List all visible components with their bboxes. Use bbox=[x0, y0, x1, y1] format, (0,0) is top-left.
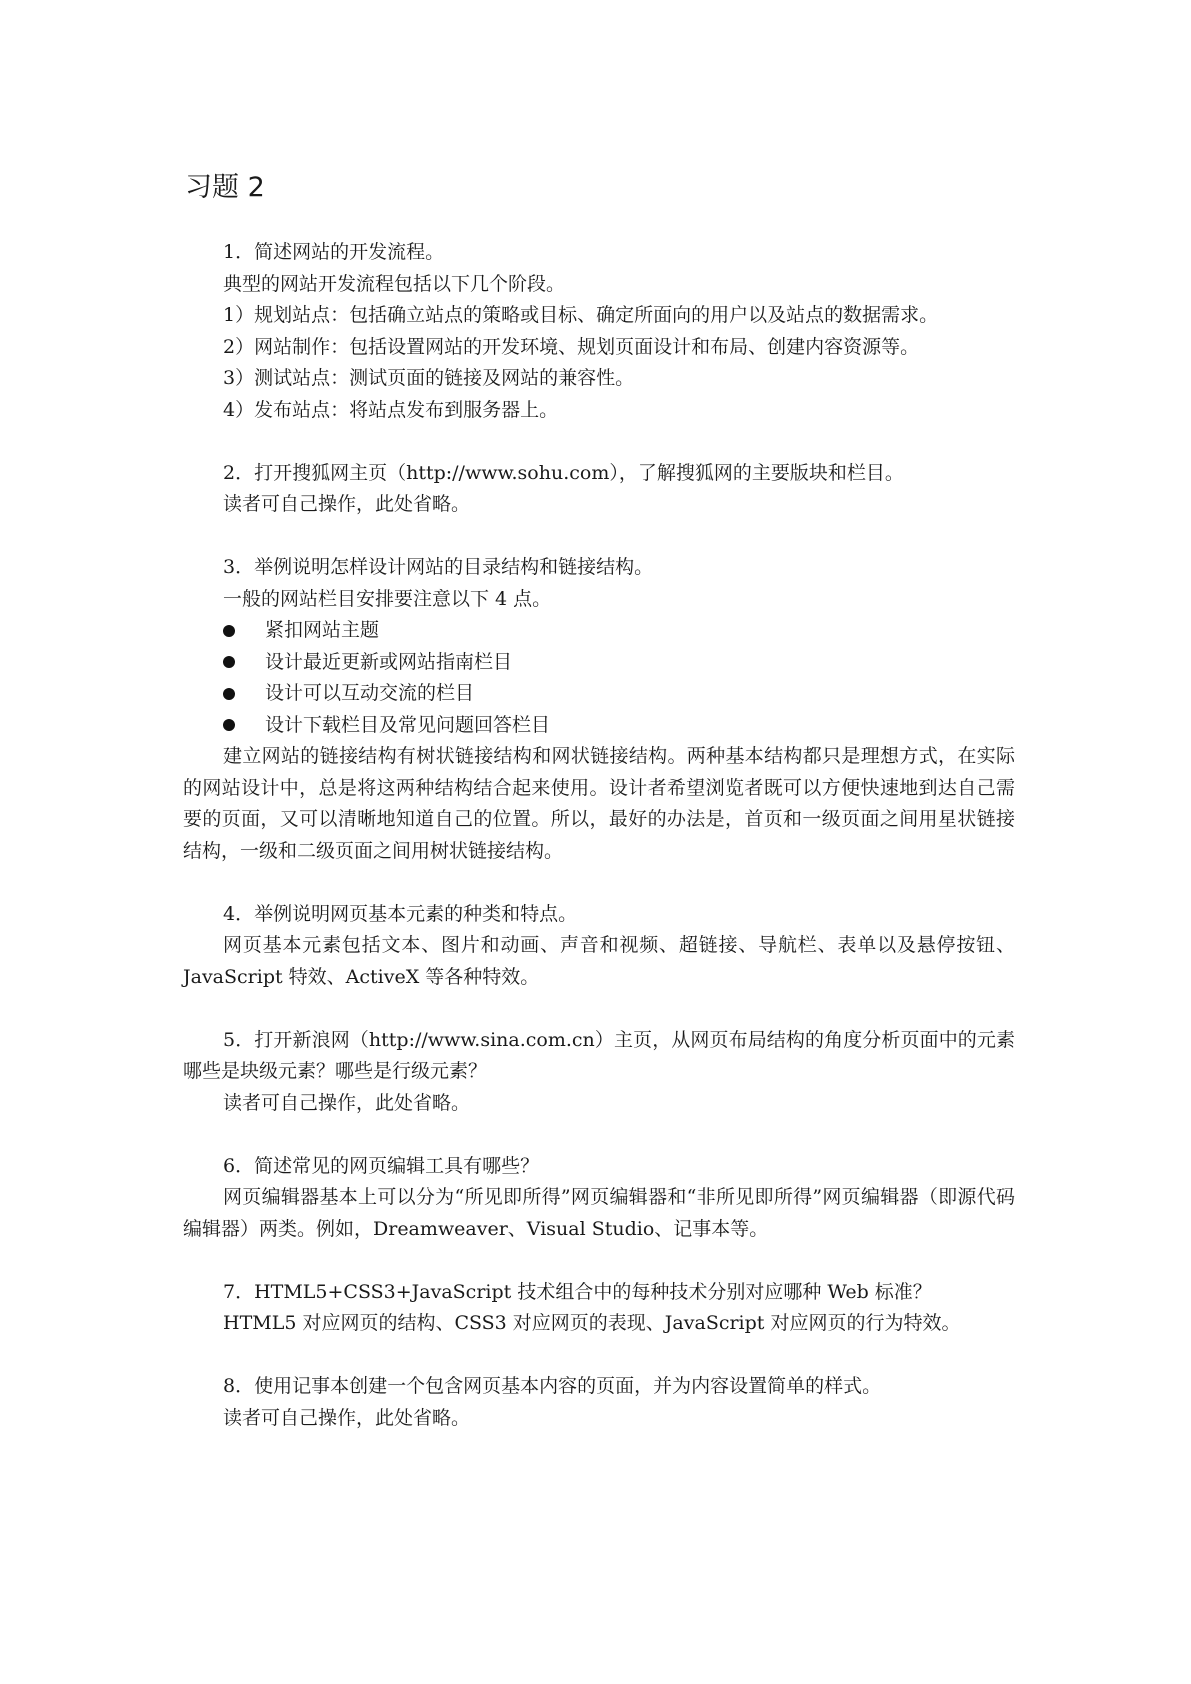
answer-4-paragraph: 网页基本元素包括文本、图片和动画、声音和视频、超链接、导航栏、表单以及悬停按钮、JavaScript 特效、ActiveX 等各种特效。 bbox=[183, 934, 1015, 988]
question-8-block bbox=[183, 1371, 1015, 1434]
question-5-text: 5．打开新浪网（http://www.sina.com.cn）主页，从网页布局结构的角度分析页面中的元素哪些是块级元素？哪些是行级元素？ bbox=[183, 1028, 1015, 1082]
answer-1-step: 2）网站制作：包括设置网站的开发环境、规划页面设计和布局、创建内容资源等。 bbox=[223, 335, 920, 358]
question-1-block bbox=[183, 237, 1015, 426]
answer-1-step: 3）测试站点：测试页面的链接及网站的兼容性。 bbox=[223, 367, 635, 389]
bullet-item-text: 设计最近更新或网站指南栏目 bbox=[265, 650, 513, 673]
question-8-text: 8．使用记事本创建一个包含网页基本内容的页面，并为内容设置简单的样式。 bbox=[223, 1375, 882, 1397]
bullet-icon bbox=[223, 688, 235, 700]
question-3-text: 3．举例说明怎样设计网站的目录结构和链接结构。 bbox=[223, 556, 654, 578]
answer-3-paragraph: 建立网站的链接结构有树状链接结构和网状链接结构。两种基本结构都只是理想方式，在实际的网站设计中，总是将这两种结构结合起来使用。设计者希望浏览者既可以方便快速地到达自己需要的页面，又可以清晰地知道自己的位置。所以，最好的办法是，首页和一级页面之间用星状链接结构，一级和二级页面之间用树状链接结构。 bbox=[183, 745, 1015, 862]
answer-7-text: HTML5 对应网页的结构、CSS3 对应网页的表现、JavaScript 对应网页的行为特效。 bbox=[223, 1312, 961, 1334]
bullet-list-item bbox=[183, 615, 1015, 647]
answer-6-paragraph: 网页编辑器基本上可以分为“所见即所得”网页编辑器和“非所见即所得”网页编辑器（即源代码编辑器）两类。例如，Dreamweaver、Visual Studio、记事本等。 bbox=[183, 1186, 1015, 1240]
bullet-list-item bbox=[183, 678, 1015, 710]
question-4-block bbox=[183, 899, 1015, 994]
bullet-list-item bbox=[183, 647, 1015, 679]
answer-5-text: 读者可自己操作，此处省略。 bbox=[223, 1091, 471, 1114]
bullet-list-item bbox=[183, 710, 1015, 742]
question-3-block bbox=[183, 552, 1015, 867]
bullet-icon bbox=[223, 656, 235, 668]
question-2-text: 2．打开搜狐网主页（http://www.sohu.com），了解搜狐网的主要版块和栏目。 bbox=[223, 461, 904, 484]
question-7-block bbox=[183, 1277, 1015, 1340]
bullet-item-text: 设计可以互动交流的栏目 bbox=[265, 682, 475, 704]
answer-1-intro: 典型的网站开发流程包括以下几个阶段。 bbox=[223, 272, 566, 295]
question-5-block bbox=[183, 1025, 1015, 1120]
question-6-block bbox=[183, 1151, 1015, 1246]
answer-8-text: 读者可自己操作，此处省略。 bbox=[223, 1406, 471, 1429]
question-1-text: 1．简述网站的开发流程。 bbox=[223, 241, 445, 263]
answer-3-intro: 一般的网站栏目安排要注意以下 4 点。 bbox=[223, 587, 552, 610]
answer-2-text: 读者可自己操作，此处省略。 bbox=[223, 493, 471, 515]
answer-1-step: 1）规划站点：包括确立站点的策略或目标、确定所面向的用户以及站点的数据需求。 bbox=[223, 304, 939, 326]
bullet-item-text: 紧扣网站主题 bbox=[265, 619, 380, 641]
bullet-icon bbox=[223, 719, 235, 731]
question-2-block bbox=[183, 458, 1015, 521]
bullet-icon bbox=[223, 625, 235, 637]
question-4-text: 4．举例说明网页基本元素的种类和特点。 bbox=[223, 902, 578, 925]
question-6-text: 6．简述常见的网页编辑工具有哪些？ bbox=[223, 1154, 540, 1177]
question-7-text: 7．HTML5+CSS3+JavaScript 技术组合中的每种技术分别对应哪种 Web 标准？ bbox=[223, 1280, 932, 1303]
answer-1-step: 4）发布站点：将站点发布到服务器上。 bbox=[223, 398, 559, 421]
exercise-content bbox=[183, 237, 1015, 1466]
page-title: 习题 2 bbox=[185, 172, 265, 203]
bullet-item-text: 设计下载栏目及常见问题回答栏目 bbox=[265, 713, 551, 736]
